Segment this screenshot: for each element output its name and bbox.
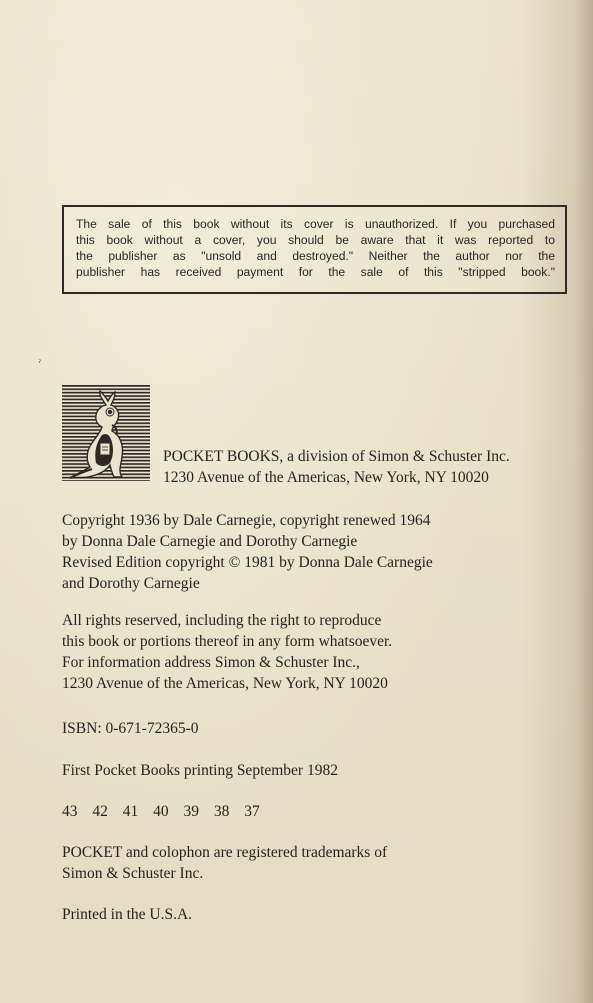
stripped-book-notice <box>62 205 567 294</box>
printed-in: Printed in the U.S.A. <box>62 906 193 923</box>
publisher-street: 1230 Avenue of the Americas, New York, NY 10020 <box>163 469 489 486</box>
rights-line: For information address Simon & Schuster Inc., <box>62 654 360 671</box>
copyright-line: and Dorothy Carnegie <box>62 575 200 592</box>
trademark-line: Simon & Schuster Inc. <box>62 865 204 882</box>
copyright-line: Revised Edition copyright © 1981 by Donna Dale Carnegie <box>62 554 433 571</box>
print-number: 39 <box>183 803 199 820</box>
rights-line: All rights reserved, including the right to reproduce <box>62 612 382 629</box>
kangaroo-logo-icon <box>62 385 150 481</box>
print-number: 40 <box>153 803 169 820</box>
print-number: 41 <box>122 803 139 820</box>
stray-ink-mark: ˀ <box>38 359 42 369</box>
publisher-name: POCKET BOOKS, a division of Simon & Schuster Inc. <box>163 448 510 465</box>
trademark-notice <box>62 842 387 884</box>
isbn: ISBN: 0-671-72365-0 <box>62 720 199 737</box>
rights-reserved <box>62 610 392 694</box>
publisher-address <box>163 446 510 488</box>
print-number: 43 <box>62 803 78 820</box>
notice-line: The sale of this book without its cover is unauthorized. If you purchased <box>76 217 555 231</box>
notice-line: publisher has received payment for the sale of this "stripped book." <box>76 265 555 279</box>
print-number: 42 <box>92 803 108 820</box>
notice-line: this book without a cover, you should be aware that it was reported to <box>76 233 555 247</box>
trademark-line: POCKET and colophon are registered trademarks of <box>62 844 388 861</box>
copyright-line: by Donna Dale Carnegie and Dorothy Carnegie <box>62 533 358 550</box>
print-number: 38 <box>213 803 230 820</box>
print-number-line <box>62 801 271 822</box>
rights-line: 1230 Avenue of the Americas, New York, NY 10020 <box>62 675 388 692</box>
copyright-line: Copyright 1936 by Dale Carnegie, copyright renewed 1964 <box>62 512 431 529</box>
print-number: 37 <box>244 803 260 820</box>
first-printing: First Pocket Books printing September 1982 <box>62 762 338 779</box>
rights-line: this book or portions thereof in any form whatsoever. <box>62 633 393 650</box>
notice-line: the publisher as "unsold and destroyed." Neither the author nor the <box>76 249 555 263</box>
copyright-notice <box>62 510 433 594</box>
